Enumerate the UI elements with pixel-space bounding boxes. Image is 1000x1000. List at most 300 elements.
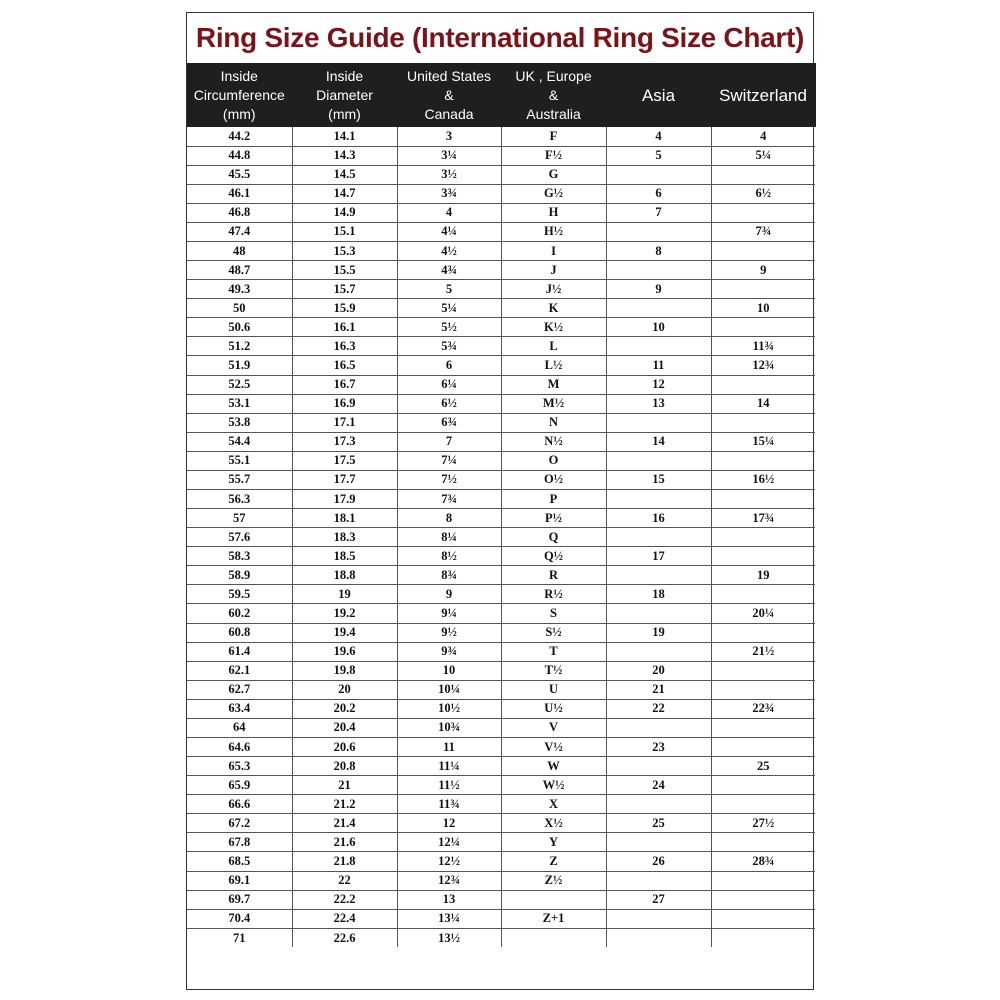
header-switzerland	[711, 63, 815, 127]
table-row	[187, 375, 815, 394]
cell-switzerland	[711, 585, 815, 604]
cell-circumference: 62.7	[187, 680, 292, 699]
cell-uk-europe-australia: K½	[501, 318, 606, 337]
cell-circumference: 48.7	[187, 261, 292, 280]
cell-circumference: 69.1	[187, 871, 292, 890]
table-row	[187, 738, 815, 757]
cell-uk-europe-australia: Z½	[501, 871, 606, 890]
cell-diameter: 17.5	[292, 451, 397, 470]
header-line: (mm)	[328, 105, 361, 122]
cell-us-canada: 12¼	[397, 833, 501, 852]
cell-diameter: 19.2	[292, 604, 397, 623]
cell-switzerland: 10	[711, 299, 815, 318]
cell-switzerland: 6½	[711, 184, 815, 203]
cell-switzerland: 21½	[711, 642, 815, 661]
cell-uk-europe-australia: M	[501, 375, 606, 394]
header-inside-circumference	[187, 63, 292, 127]
table-row	[187, 623, 815, 642]
cell-switzerland	[711, 661, 815, 680]
cell-asia: 7	[606, 203, 711, 222]
cell-asia: 25	[606, 814, 711, 833]
cell-asia: 9	[606, 280, 711, 299]
cell-diameter: 20.8	[292, 757, 397, 776]
cell-diameter: 14.7	[292, 184, 397, 203]
cell-switzerland: 27½	[711, 814, 815, 833]
cell-diameter: 22.4	[292, 909, 397, 928]
cell-us-canada: 11¾	[397, 795, 501, 814]
cell-switzerland: 17¾	[711, 509, 815, 528]
cell-asia: 17	[606, 547, 711, 566]
cell-circumference: 51.2	[187, 337, 292, 356]
ring-size-table	[187, 63, 816, 947]
cell-asia	[606, 833, 711, 852]
cell-circumference: 63.4	[187, 699, 292, 718]
cell-uk-europe-australia: T	[501, 642, 606, 661]
header-line: Asia	[641, 85, 676, 105]
cell-uk-europe-australia: L	[501, 337, 606, 356]
table-row	[187, 318, 815, 337]
cell-switzerland	[711, 489, 815, 508]
cell-switzerland	[711, 451, 815, 470]
cell-diameter: 17.1	[292, 413, 397, 432]
header-inside-diameter	[292, 63, 397, 127]
table-row	[187, 280, 815, 299]
cell-us-canada: 7	[397, 432, 501, 451]
cell-switzerland: 9	[711, 261, 815, 280]
cell-uk-europe-australia: Q½	[501, 547, 606, 566]
cell-us-canada: 3¾	[397, 184, 501, 203]
cell-us-canada: 4	[397, 203, 501, 222]
cell-us-canada: 9½	[397, 623, 501, 642]
cell-diameter: 16.3	[292, 337, 397, 356]
table-row	[187, 871, 815, 890]
cell-circumference: 67.2	[187, 814, 292, 833]
cell-us-canada: 13¼	[397, 909, 501, 928]
cell-circumference: 56.3	[187, 489, 292, 508]
cell-us-canada: 9¾	[397, 642, 501, 661]
cell-us-canada: 8½	[397, 547, 501, 566]
cell-us-canada: 4½	[397, 241, 501, 260]
cell-switzerland: 12¾	[711, 356, 815, 375]
cell-asia: 15	[606, 470, 711, 489]
header-us-canada	[397, 63, 501, 127]
cell-us-canada: 6¼	[397, 375, 501, 394]
cell-circumference: 66.6	[187, 795, 292, 814]
table-row	[187, 661, 815, 680]
header-line: Australia	[526, 105, 581, 122]
cell-switzerland: 28¾	[711, 852, 815, 871]
cell-circumference: 58.3	[187, 547, 292, 566]
cell-us-canada: 6¾	[397, 413, 501, 432]
table-row	[187, 852, 815, 871]
cell-us-canada: 5	[397, 280, 501, 299]
cell-circumference: 47.4	[187, 222, 292, 241]
cell-switzerland: 20¼	[711, 604, 815, 623]
cell-switzerland: 19	[711, 566, 815, 585]
table-row	[187, 604, 815, 623]
table-header	[187, 63, 815, 127]
cell-us-canada: 10½	[397, 699, 501, 718]
table-row	[187, 642, 815, 661]
cell-diameter: 15.9	[292, 299, 397, 318]
cell-circumference: 59.5	[187, 585, 292, 604]
cell-switzerland: 15¼	[711, 432, 815, 451]
cell-asia	[606, 871, 711, 890]
cell-diameter: 14.1	[292, 127, 397, 146]
cell-uk-europe-australia: N	[501, 413, 606, 432]
table-row	[187, 699, 815, 718]
cell-circumference: 67.8	[187, 833, 292, 852]
table-row	[187, 928, 815, 947]
table-row	[187, 566, 815, 585]
cell-circumference: 49.3	[187, 280, 292, 299]
cell-us-canada: 11¼	[397, 757, 501, 776]
cell-circumference: 58.9	[187, 566, 292, 585]
table-row	[187, 585, 815, 604]
cell-circumference: 60.8	[187, 623, 292, 642]
cell-us-canada: 10	[397, 661, 501, 680]
cell-asia	[606, 299, 711, 318]
cell-circumference: 68.5	[187, 852, 292, 871]
cell-us-canada: 5¼	[397, 299, 501, 318]
cell-uk-europe-australia: Z	[501, 852, 606, 871]
cell-uk-europe-australia: V	[501, 718, 606, 737]
cell-asia	[606, 909, 711, 928]
cell-circumference: 65.9	[187, 776, 292, 795]
cell-switzerland	[711, 547, 815, 566]
cell-circumference: 57	[187, 509, 292, 528]
ring-size-chart	[186, 12, 814, 990]
cell-us-canada: 3¼	[397, 146, 501, 165]
cell-circumference: 44.8	[187, 146, 292, 165]
cell-us-canada: 12	[397, 814, 501, 833]
cell-diameter: 15.7	[292, 280, 397, 299]
cell-switzerland	[711, 718, 815, 737]
cell-uk-europe-australia	[501, 890, 606, 909]
cell-uk-europe-australia	[501, 928, 606, 947]
cell-asia: 24	[606, 776, 711, 795]
cell-circumference: 64.6	[187, 738, 292, 757]
cell-asia: 20	[606, 661, 711, 680]
header-line: UK , Europe	[515, 67, 592, 84]
cell-switzerland: 16½	[711, 470, 815, 489]
cell-switzerland	[711, 909, 815, 928]
cell-us-canada: 13½	[397, 928, 501, 947]
cell-switzerland: 7¾	[711, 222, 815, 241]
table-row	[187, 833, 815, 852]
table-row	[187, 909, 815, 928]
header-line: Diameter	[316, 86, 373, 103]
cell-uk-europe-australia: R	[501, 566, 606, 585]
table-row	[187, 718, 815, 737]
table-row	[187, 489, 815, 508]
cell-diameter: 21	[292, 776, 397, 795]
cell-asia	[606, 337, 711, 356]
table-row	[187, 528, 815, 547]
cell-switzerland	[711, 280, 815, 299]
header-line: United States	[406, 67, 492, 84]
cell-uk-europe-australia: N½	[501, 432, 606, 451]
cell-switzerland	[711, 241, 815, 260]
cell-diameter: 15.1	[292, 222, 397, 241]
cell-uk-europe-australia: R½	[501, 585, 606, 604]
cell-us-canada: 7¾	[397, 489, 501, 508]
cell-uk-europe-australia: J½	[501, 280, 606, 299]
cell-diameter: 17.9	[292, 489, 397, 508]
cell-diameter: 20.4	[292, 718, 397, 737]
table-row	[187, 261, 815, 280]
cell-circumference: 44.2	[187, 127, 292, 146]
cell-diameter: 19.6	[292, 642, 397, 661]
cell-asia: 13	[606, 394, 711, 413]
header-line: Switzerland	[719, 85, 807, 105]
table-row	[187, 547, 815, 566]
cell-switzerland: 4	[711, 127, 815, 146]
cell-diameter: 20.6	[292, 738, 397, 757]
table-row	[187, 241, 815, 260]
cell-asia: 16	[606, 509, 711, 528]
cell-circumference: 65.3	[187, 757, 292, 776]
cell-asia	[606, 451, 711, 470]
cell-us-canada: 6½	[397, 394, 501, 413]
cell-circumference: 55.1	[187, 451, 292, 470]
cell-diameter: 21.8	[292, 852, 397, 871]
cell-switzerland	[711, 680, 815, 699]
cell-us-canada: 12¾	[397, 871, 501, 890]
cell-uk-europe-australia: S	[501, 604, 606, 623]
cell-asia	[606, 604, 711, 623]
cell-asia: 10	[606, 318, 711, 337]
cell-us-canada: 9	[397, 585, 501, 604]
table-row	[187, 413, 815, 432]
cell-uk-europe-australia: M½	[501, 394, 606, 413]
cell-circumference: 54.4	[187, 432, 292, 451]
cell-asia: 5	[606, 146, 711, 165]
cell-uk-europe-australia: U½	[501, 699, 606, 718]
cell-asia: 23	[606, 738, 711, 757]
chart-title: Ring Size Guide (International Ring Size Chart)	[195, 22, 805, 53]
cell-diameter: 16.5	[292, 356, 397, 375]
cell-circumference: 50.6	[187, 318, 292, 337]
cell-diameter: 21.2	[292, 795, 397, 814]
cell-switzerland	[711, 738, 815, 757]
cell-circumference: 71	[187, 928, 292, 947]
cell-switzerland	[711, 165, 815, 184]
cell-asia	[606, 642, 711, 661]
cell-switzerland	[711, 890, 815, 909]
cell-asia	[606, 413, 711, 432]
cell-switzerland: 14	[711, 394, 815, 413]
cell-us-canada: 5¾	[397, 337, 501, 356]
cell-uk-europe-australia: J	[501, 261, 606, 280]
cell-asia	[606, 718, 711, 737]
cell-us-canada: 7½	[397, 470, 501, 489]
table-row	[187, 795, 815, 814]
cell-diameter: 20.2	[292, 699, 397, 718]
table-row	[187, 165, 815, 184]
cell-uk-europe-australia: P½	[501, 509, 606, 528]
cell-switzerland	[711, 928, 815, 947]
cell-uk-europe-australia: F	[501, 127, 606, 146]
cell-us-canada: 10¾	[397, 718, 501, 737]
cell-uk-europe-australia: S½	[501, 623, 606, 642]
header-line: Inside	[220, 67, 258, 84]
table-row	[187, 432, 815, 451]
cell-circumference: 48	[187, 241, 292, 260]
cell-uk-europe-australia: U	[501, 680, 606, 699]
cell-uk-europe-australia: P	[501, 489, 606, 508]
cell-diameter: 15.3	[292, 241, 397, 260]
cell-switzerland	[711, 795, 815, 814]
cell-us-canada: 5½	[397, 318, 501, 337]
cell-asia: 4	[606, 127, 711, 146]
cell-us-canada: 4¾	[397, 261, 501, 280]
cell-diameter: 16.7	[292, 375, 397, 394]
table-row	[187, 394, 815, 413]
cell-uk-europe-australia: X	[501, 795, 606, 814]
cell-diameter: 15.5	[292, 261, 397, 280]
cell-switzerland	[711, 776, 815, 795]
cell-diameter: 19	[292, 585, 397, 604]
header-line: &	[548, 86, 559, 103]
cell-uk-europe-australia: H½	[501, 222, 606, 241]
cell-asia: 26	[606, 852, 711, 871]
cell-diameter: 18.8	[292, 566, 397, 585]
cell-us-canada: 8¾	[397, 566, 501, 585]
cell-diameter: 19.8	[292, 661, 397, 680]
cell-switzerland: 25	[711, 757, 815, 776]
cell-circumference: 64	[187, 718, 292, 737]
table-row	[187, 451, 815, 470]
cell-circumference: 53.1	[187, 394, 292, 413]
cell-asia	[606, 757, 711, 776]
cell-switzerland	[711, 833, 815, 852]
cell-uk-europe-australia: K	[501, 299, 606, 318]
table-row	[187, 470, 815, 489]
cell-uk-europe-australia: Q	[501, 528, 606, 547]
cell-switzerland: 11¾	[711, 337, 815, 356]
cell-diameter: 22.6	[292, 928, 397, 947]
cell-switzerland: 22¾	[711, 699, 815, 718]
cell-us-canada: 11	[397, 738, 501, 757]
cell-asia: 27	[606, 890, 711, 909]
table-row	[187, 203, 815, 222]
cell-uk-europe-australia: L½	[501, 356, 606, 375]
cell-asia	[606, 566, 711, 585]
cell-us-canada: 3½	[397, 165, 501, 184]
cell-asia: 14	[606, 432, 711, 451]
cell-diameter: 21.4	[292, 814, 397, 833]
cell-uk-europe-australia: O	[501, 451, 606, 470]
header-line: (mm)	[222, 105, 256, 122]
cell-circumference: 69.7	[187, 890, 292, 909]
cell-diameter: 14.9	[292, 203, 397, 222]
cell-uk-europe-australia: W½	[501, 776, 606, 795]
cell-asia	[606, 928, 711, 947]
table-row	[187, 757, 815, 776]
cell-diameter: 16.9	[292, 394, 397, 413]
cell-switzerland	[711, 871, 815, 890]
header-uk-europe-australia	[501, 63, 606, 127]
cell-diameter: 19.4	[292, 623, 397, 642]
cell-switzerland	[711, 623, 815, 642]
cell-uk-europe-australia: G	[501, 165, 606, 184]
cell-switzerland	[711, 413, 815, 432]
cell-uk-europe-australia: V½	[501, 738, 606, 757]
cell-diameter: 18.3	[292, 528, 397, 547]
cell-us-canada: 7¼	[397, 451, 501, 470]
cell-us-canada: 13	[397, 890, 501, 909]
header-line: Circumference	[193, 86, 285, 103]
table-row	[187, 890, 815, 909]
cell-uk-europe-australia: Y	[501, 833, 606, 852]
cell-circumference: 51.9	[187, 356, 292, 375]
header-line: &	[444, 86, 454, 103]
cell-diameter: 18.5	[292, 547, 397, 566]
cell-asia: 18	[606, 585, 711, 604]
cell-switzerland	[711, 375, 815, 394]
cell-diameter: 17.7	[292, 470, 397, 489]
table-row	[187, 184, 815, 203]
cell-circumference: 70.4	[187, 909, 292, 928]
table-row	[187, 127, 815, 146]
cell-uk-europe-australia: I	[501, 241, 606, 260]
cell-switzerland	[711, 528, 815, 547]
cell-us-canada: 12½	[397, 852, 501, 871]
table-row	[187, 776, 815, 795]
table-row	[187, 146, 815, 165]
cell-us-canada: 10¼	[397, 680, 501, 699]
header-row	[187, 63, 815, 127]
cell-diameter: 18.1	[292, 509, 397, 528]
cell-uk-europe-australia: X½	[501, 814, 606, 833]
cell-asia: 22	[606, 699, 711, 718]
cell-circumference: 60.2	[187, 604, 292, 623]
cell-diameter: 14.3	[292, 146, 397, 165]
cell-switzerland	[711, 318, 815, 337]
cell-circumference: 53.8	[187, 413, 292, 432]
header-asia	[606, 63, 711, 127]
cell-uk-europe-australia: W	[501, 757, 606, 776]
table-row	[187, 299, 815, 318]
cell-asia	[606, 795, 711, 814]
cell-us-canada: 6	[397, 356, 501, 375]
cell-diameter: 22	[292, 871, 397, 890]
cell-circumference: 61.4	[187, 642, 292, 661]
cell-diameter: 16.1	[292, 318, 397, 337]
cell-diameter: 20	[292, 680, 397, 699]
header-line: Canada	[424, 105, 474, 122]
cell-uk-europe-australia: H	[501, 203, 606, 222]
cell-circumference: 46.1	[187, 184, 292, 203]
cell-circumference: 55.7	[187, 470, 292, 489]
cell-diameter: 17.3	[292, 432, 397, 451]
cell-switzerland	[711, 203, 815, 222]
cell-uk-europe-australia: Z+1	[501, 909, 606, 928]
cell-us-canada: 3	[397, 127, 501, 146]
cell-asia: 19	[606, 623, 711, 642]
cell-asia: 11	[606, 356, 711, 375]
table-row	[187, 814, 815, 833]
cell-asia: 8	[606, 241, 711, 260]
table-body	[187, 127, 815, 947]
cell-diameter: 21.6	[292, 833, 397, 852]
cell-asia	[606, 489, 711, 508]
cell-circumference: 45.5	[187, 165, 292, 184]
cell-switzerland: 5¼	[711, 146, 815, 165]
cell-asia	[606, 165, 711, 184]
cell-us-canada: 8	[397, 509, 501, 528]
